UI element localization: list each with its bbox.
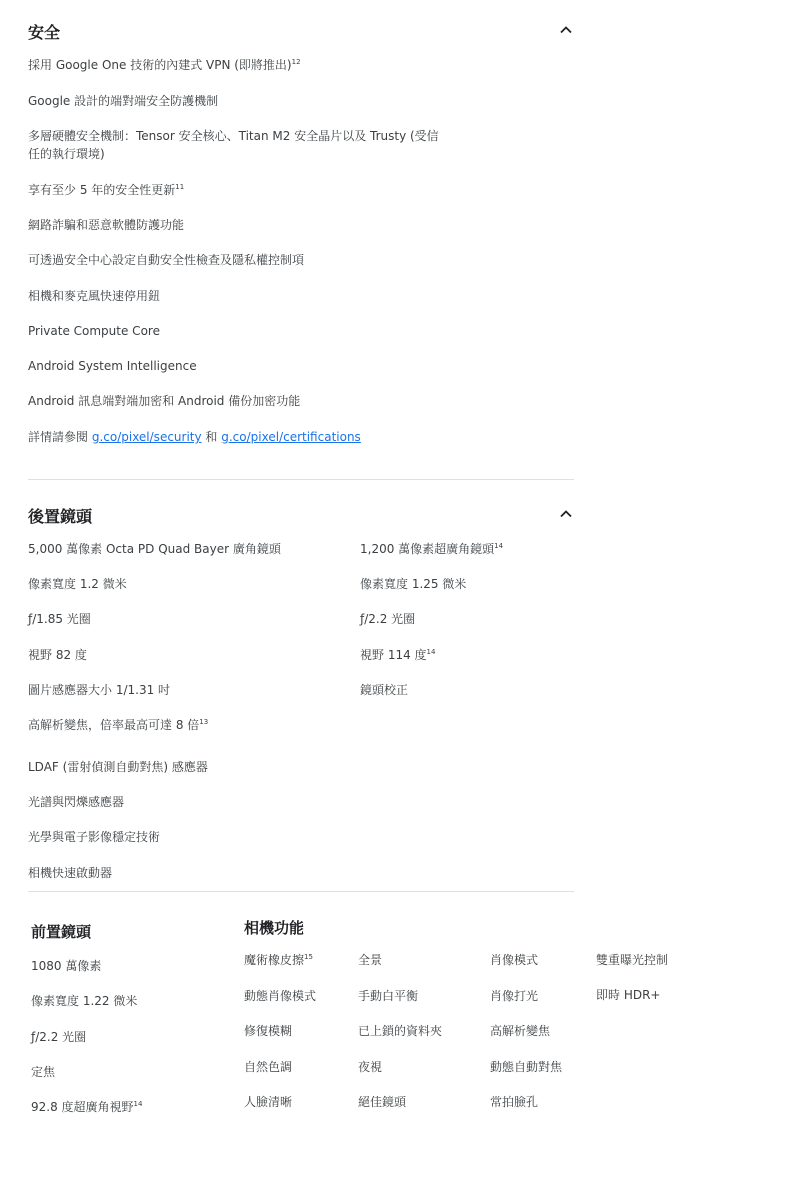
security-item-encryption: Android 訊息端對端加密和 Android 備份加密功能 <box>28 394 301 408</box>
chevron-up-icon <box>556 20 576 40</box>
camera-features-heading: 相機功能 <box>244 919 305 937</box>
rear-ultrawide-fov: 視野 114 度$^{14}$ <box>360 648 436 662</box>
rear-camera-collapse-button[interactable] <box>556 504 576 524</box>
feature-top-shot: 絕佳鏡頭 <box>358 1095 407 1109</box>
rear-lens-correction: 鏡頭校正 <box>360 683 409 697</box>
front-aperture: ƒ/2.2 光圈 <box>31 1030 87 1044</box>
feature-live-hdr: 即時 HDR+ <box>596 988 661 1002</box>
section-divider <box>28 891 574 892</box>
security-item-phishing: 網路詐騙和惡意軟體防護功能 <box>28 218 185 232</box>
feature-frequent-faces: 常拍臉孔 <box>490 1095 539 1109</box>
security-item-asi: Android System Intelligence <box>28 359 197 373</box>
security-link[interactable]: g.co/pixel/security <box>91 430 202 444</box>
security-item-private-compute: Private Compute Core <box>28 324 160 338</box>
rear-main-fov: 視野 82 度 <box>28 648 87 662</box>
rear-ultrawide-lens: 1,200 萬像素超廣角鏡頭$^{14}$ <box>360 542 504 556</box>
rear-ultrawide-pixel-width: 像素寬度 1.25 微米 <box>360 577 467 591</box>
front-camera-heading: 前置鏡頭 <box>31 923 92 941</box>
rear-main-lens: 5,000 萬像素 Octa PD Quad Bayer 廣角鏡頭 <box>28 542 281 556</box>
feature-locked-folder: 已上鎖的資料夾 <box>358 1024 443 1038</box>
rear-flicker-sensor: 光譜與閃爍感應器 <box>28 795 125 809</box>
front-pixel-width: 像素寬度 1.22 微米 <box>31 994 138 1008</box>
front-fixed-focus: 定焦 <box>31 1065 56 1079</box>
security-collapse-button[interactable] <box>556 20 576 40</box>
feature-face-unblur: 人臉清晰 <box>244 1095 293 1109</box>
feature-photo-unblur: 修復模糊 <box>244 1024 293 1038</box>
security-details: 詳情請參閱 g.co/pixel/security 和 g.co/pixel/certifications <box>28 430 361 444</box>
feature-motion-autofocus: 動態自動對焦 <box>490 1060 563 1074</box>
section-divider <box>28 479 574 480</box>
feature-panorama: 全景 <box>358 953 383 967</box>
certifications-link[interactable]: g.co/pixel/certifications <box>221 430 361 444</box>
feature-portrait-mode: 肖像模式 <box>490 953 539 967</box>
feature-night-sight: 夜視 <box>358 1060 383 1074</box>
rear-ultrawide-aperture: ƒ/2.2 光圈 <box>360 612 416 626</box>
chevron-up-icon <box>556 504 576 524</box>
feature-real-tone: 自然色調 <box>244 1060 293 1074</box>
feature-cinematic-portrait: 動態肖像模式 <box>244 989 317 1003</box>
front-fov: 92.8 度超廣角視野$^{14}$ <box>31 1100 143 1114</box>
security-item-hardware: 多層硬體安全機制：Tensor 安全核心、Titan M2 安全晶片以及 Trusty (受信任的執行環境) <box>28 129 439 161</box>
rear-stabilization: 光學與電子影像穩定技術 <box>28 830 161 844</box>
feature-portrait-light: 肖像打光 <box>490 989 539 1003</box>
security-item-camera-mic-toggle: 相機和麥克風快速停用鈕 <box>28 289 161 303</box>
rear-main-aperture: ƒ/1.85 光圈 <box>28 612 91 626</box>
rear-ldaf: LDAF (雷射偵測自動對焦) 感應器 <box>28 760 208 774</box>
rear-super-res-zoom: 高解析變焦，倍率最高可達 8 倍$^{13}$ <box>28 718 209 732</box>
feature-manual-white-balance: 手動白平衡 <box>358 989 419 1003</box>
security-item-e2e: Google 設計的端對端安全防護機制 <box>28 94 219 108</box>
security-item-vpn: 採用 Google One 技術的內建式 VPN (即將推出)$^{12}$ <box>28 58 301 72</box>
rear-quick-launch: 相機快速啟動器 <box>28 866 113 880</box>
rear-main-pixel-width: 像素寬度 1.2 微米 <box>28 577 127 591</box>
rear-camera-heading: 後置鏡頭 <box>28 507 93 526</box>
rear-main-sensor-size: 圖片感應器大小 1/1.31 吋 <box>28 683 171 697</box>
security-item-security-hub: 可透過安全中心設定自動安全性檢查及隱私權控制項 <box>28 253 305 267</box>
feature-magic-eraser: 魔術橡皮擦$^{15}$ <box>244 953 313 967</box>
feature-super-res-zoom: 高解析變焦 <box>490 1024 551 1038</box>
feature-dual-exposure: 雙重曝光控制 <box>596 953 669 967</box>
front-megapixels: 1080 萬像素 <box>31 959 102 973</box>
security-heading: 安全 <box>28 23 61 42</box>
security-item-updates: 享有至少 5 年的安全性更新$^{11}$ <box>28 183 185 197</box>
